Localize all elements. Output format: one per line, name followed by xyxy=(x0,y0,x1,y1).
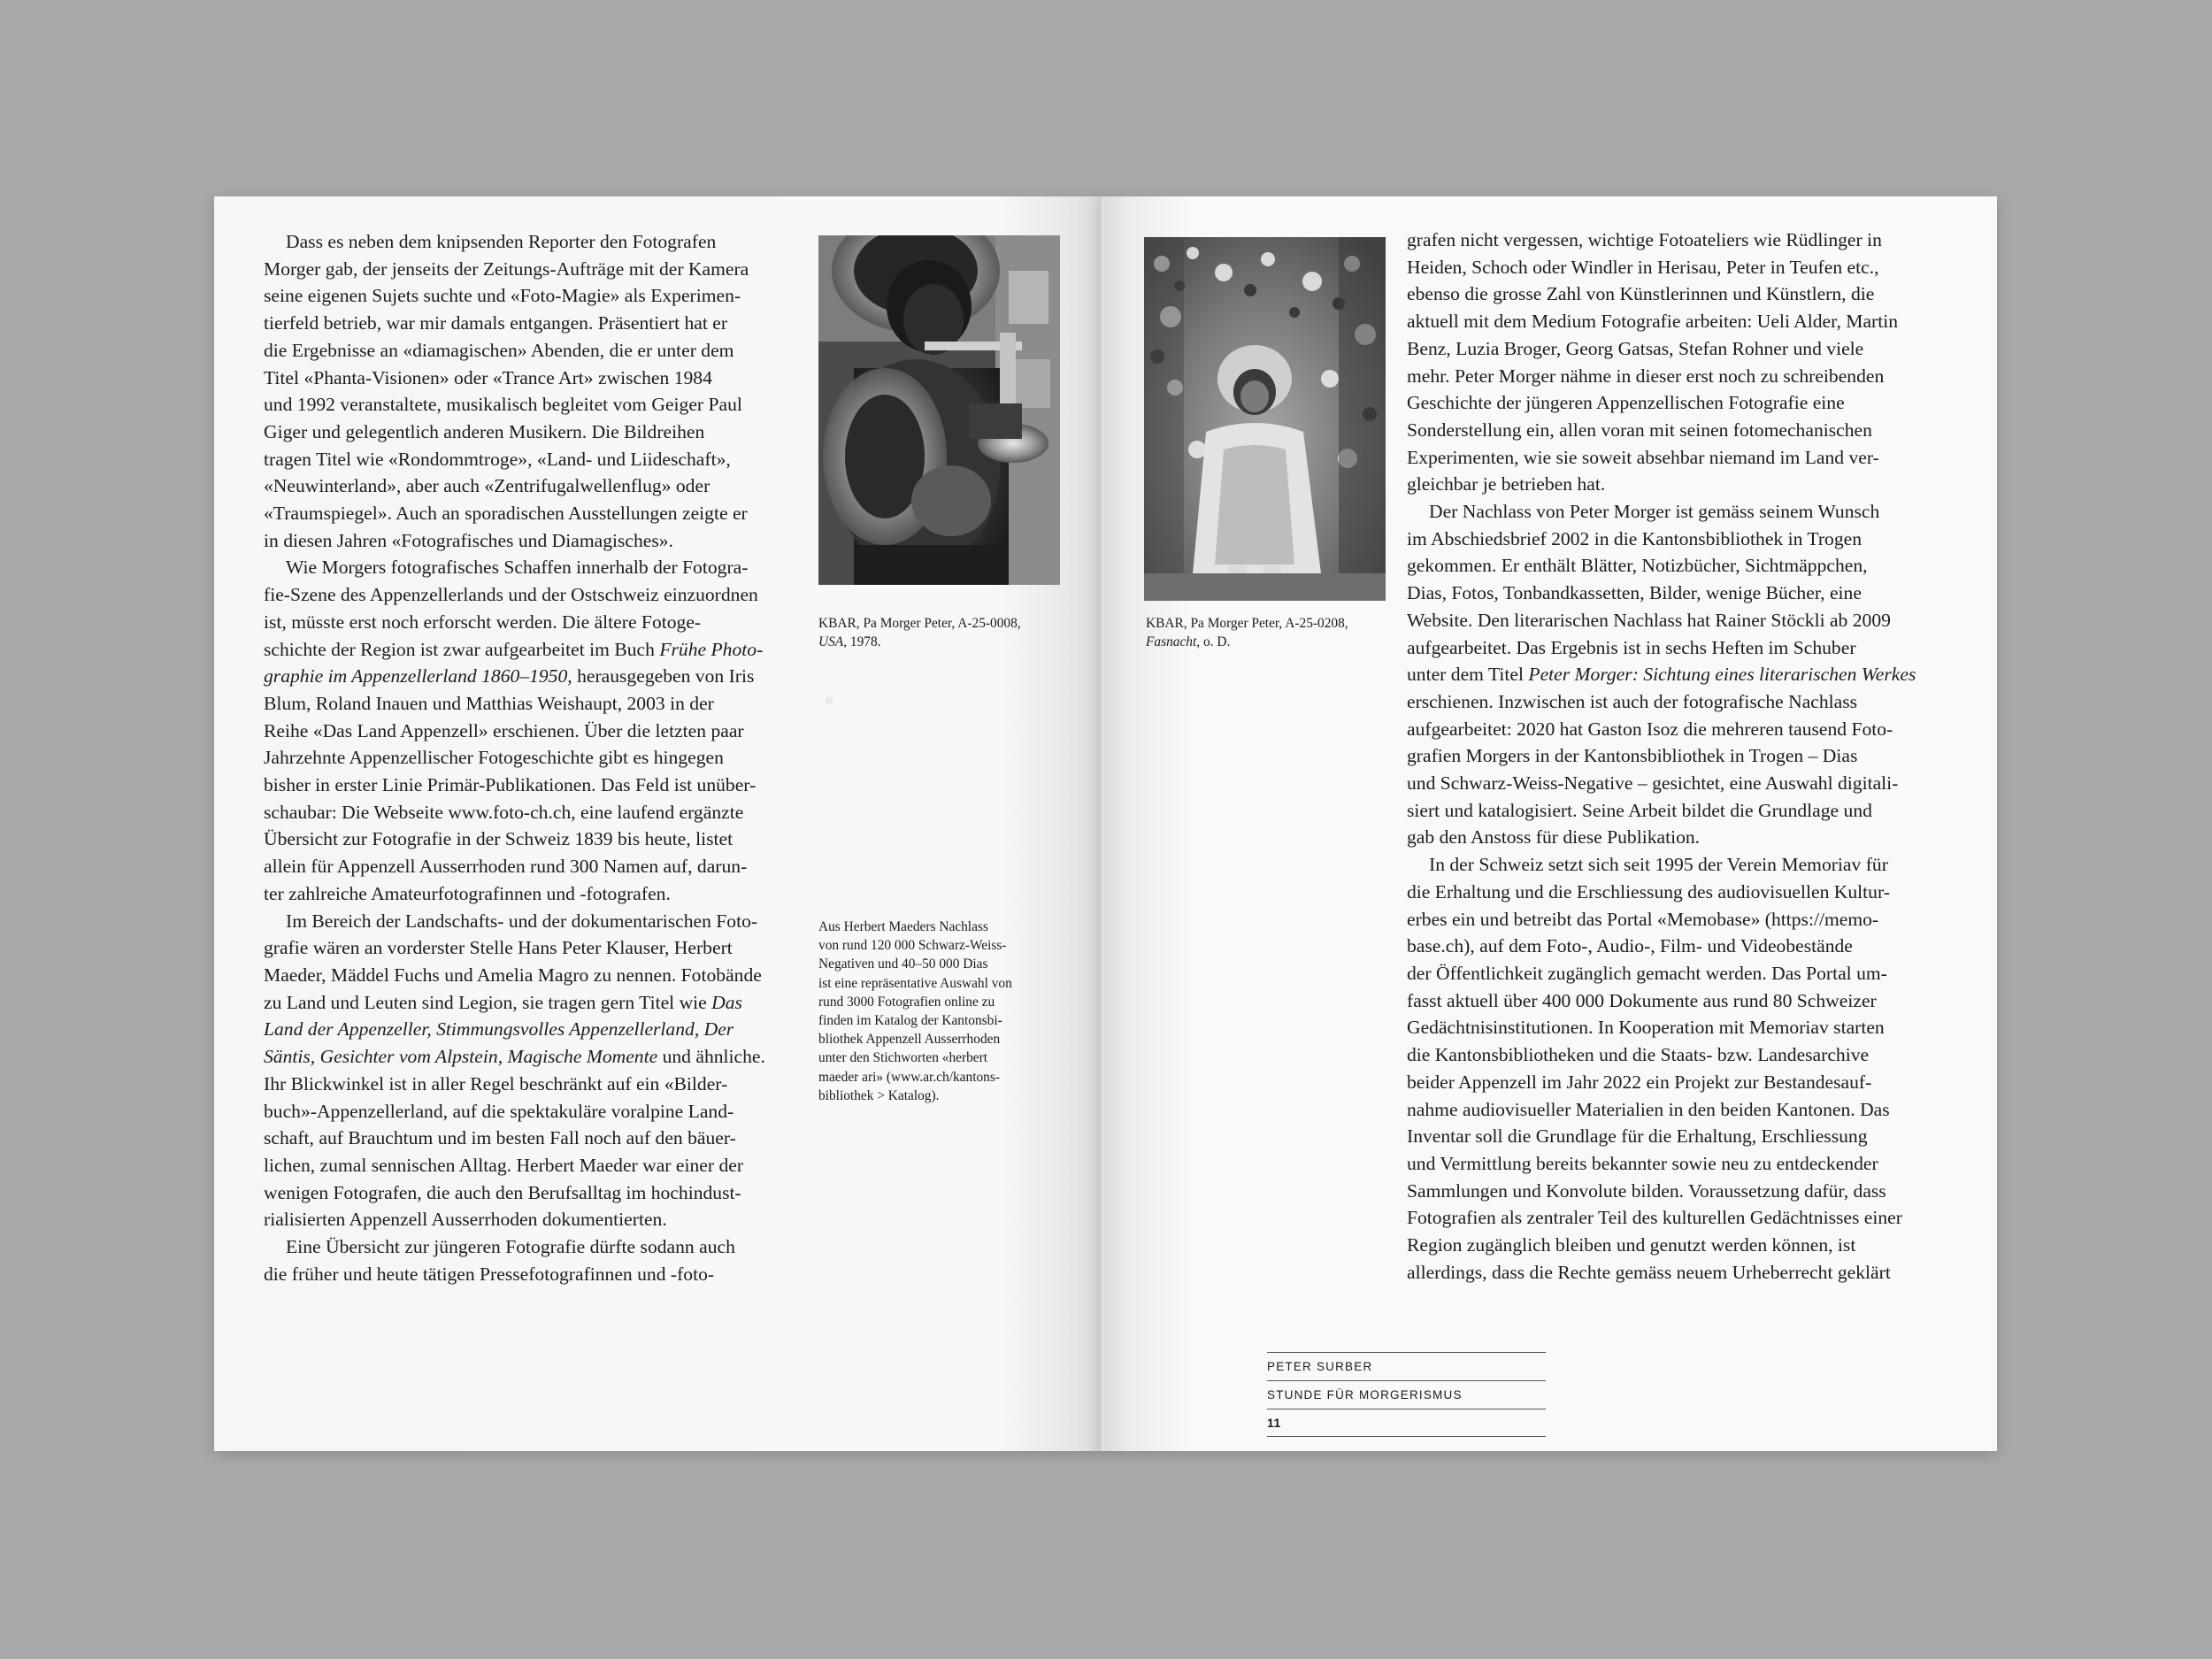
text-line xyxy=(264,744,765,772)
text-line xyxy=(264,609,765,636)
text-line xyxy=(1407,580,1916,607)
line-text: Der Nachlass von Peter Morger ist gemäss seinem Wunsch xyxy=(1429,501,1880,523)
text-line xyxy=(1407,742,1916,770)
line-text: gleichbar je betrieben hat. xyxy=(1407,473,1606,495)
line-text: und ähnliche. xyxy=(657,1046,765,1068)
line-text: seine eigenen Sujets suchte und «Foto-Magie» als Experimen- xyxy=(264,285,741,307)
line-text: bisher in erster Linie Primär-Publikationen. Das Feld ist unüber- xyxy=(264,774,757,796)
text-line xyxy=(1407,1014,1916,1041)
text-line xyxy=(264,826,765,853)
line-text: lichen, zumal sennischen Alltag. Herbert Maeder war einer der xyxy=(264,1154,744,1176)
line-text: Benz, Luzia Broger, Georg Gatsas, Stefan Rohner und viele xyxy=(1407,337,1864,359)
text-line xyxy=(1407,254,1916,281)
text-line xyxy=(1407,824,1916,851)
text-line xyxy=(1407,552,1916,580)
line-text: allein für Appenzell Ausserrhoden rund 300 Namen auf, darun- xyxy=(264,856,748,878)
text-line xyxy=(264,500,765,527)
text-line xyxy=(264,1152,765,1179)
text-line xyxy=(1407,363,1916,390)
fasnacht-photo xyxy=(1144,237,1386,601)
book-spread xyxy=(214,196,1997,1451)
line-text: In der Schweiz setzt sich seit 1995 der Verein Memoriav für xyxy=(1429,854,1888,876)
running-footer xyxy=(1267,1352,1546,1437)
text-line xyxy=(264,1179,765,1207)
text-line xyxy=(1407,960,1916,987)
line-text: «Neuwinterland», aber auch «Zentrifugalwellenflug» oder xyxy=(264,475,710,497)
side-note-line: bliothek Appenzell Ausserrhoden xyxy=(818,1032,1001,1048)
left-photo-caption xyxy=(818,614,1021,651)
left-body-text xyxy=(264,228,765,1287)
book-gutter xyxy=(1099,196,1104,1451)
line-text: aktuell mit dem Medium Fotografie arbeiten: Ueli Alder, Martin xyxy=(1407,311,1899,333)
line-text: base.ch), auf dem Foto-, Audio-, Film- und Videobestände xyxy=(1407,935,1853,957)
line-text: erschienen. Inzwischen ist auch der fotografische Nachlass xyxy=(1407,690,1858,712)
text-line xyxy=(1407,634,1916,662)
right-caption-title: Fasnacht xyxy=(1146,634,1197,650)
text-line xyxy=(1407,471,1916,498)
text-line xyxy=(1407,1123,1916,1150)
line-text: tragen Titel wie «Rondommtroge», «Land- und Liideschaft», xyxy=(264,448,731,470)
side-note-line: ist eine repräsentative Auswahl von xyxy=(818,975,1012,991)
text-line xyxy=(264,554,765,581)
left-caption-title: USA xyxy=(818,634,844,650)
line-text: Inventar soll die Grundlage für die Erhaltung, Erschliessung xyxy=(1407,1125,1868,1148)
text-line xyxy=(1407,688,1916,716)
line-text: nahme audiovisueller Materialien in den beiden Kantonen. Das xyxy=(1407,1098,1890,1120)
line-text: schaubar: Die Webseite www.foto-ch.ch, eine laufend ergänzte xyxy=(264,801,744,823)
page-number: 11 xyxy=(1267,1416,1281,1430)
left-caption-date: , 1978. xyxy=(843,634,881,650)
line-text: zu Land und Leuten sind Legion, sie tragen gern Titel wie xyxy=(264,991,712,1013)
line-text: Jahrzehnte Appenzellischer Fotogeschichte gibt es hingegen xyxy=(264,747,724,769)
right-body-text xyxy=(1407,227,1916,1286)
line-text: die früher und heute tätigen Pressefotografinnen und -foto- xyxy=(264,1263,715,1285)
text-line xyxy=(264,934,765,962)
text-line xyxy=(264,472,765,500)
text-line xyxy=(264,256,765,283)
line-text: Giger und gelegentlich anderen Musikern. Die Bildreihen xyxy=(264,420,705,442)
line-italic-title: Säntis, Gesichter vom Alpstein, Magische Momente xyxy=(264,1046,658,1068)
text-line xyxy=(1407,879,1916,906)
text-line xyxy=(264,310,765,337)
line-text: Heiden, Schoch oder Windler in Herisau, Peter in Teufen etc., xyxy=(1407,256,1879,278)
line-text: Wie Morgers fotografisches Schaffen innerhalb der Fotogra- xyxy=(286,557,749,579)
line-text: Geschichte der jüngeren Appenzellischen Fotografie eine xyxy=(1407,392,1845,414)
text-line xyxy=(264,282,765,310)
side-note xyxy=(818,918,1012,1105)
text-line xyxy=(1407,1150,1916,1178)
line-text: Dias, Fotos, Tonbandkassetten, Bilder, wenige Bücher, eine xyxy=(1407,582,1862,604)
text-line xyxy=(1407,1232,1916,1259)
text-line xyxy=(264,989,765,1017)
line-text: Ihr Blickwinkel ist in aller Regel beschränkt auf ein «Bilder- xyxy=(264,1072,728,1094)
text-line xyxy=(1407,770,1916,797)
text-line xyxy=(1407,1204,1916,1232)
text-line xyxy=(1407,498,1916,526)
line-text: unter dem Titel xyxy=(1407,664,1529,686)
show-through-text: ■ xyxy=(825,692,834,709)
text-line xyxy=(264,690,765,718)
line-text: aufgearbeitet. Das Ergebnis ist in sechs Heften im Schuber xyxy=(1407,636,1856,658)
line-text: Übersicht zur Fotografie in der Schweiz 1839 bis heute, listet xyxy=(264,828,733,850)
line-text: grafie wären an vorderster Stelle Hans Peter Klauser, Herbert xyxy=(264,937,733,959)
text-line xyxy=(264,1098,765,1125)
text-line xyxy=(264,1125,765,1152)
line-text: mehr. Peter Morger nähme in dieser erst noch zu schreibenden xyxy=(1407,365,1885,387)
text-line xyxy=(1407,308,1916,335)
line-italic-title: Peter Morger: Sichtung eines literarischen Werkes xyxy=(1528,664,1916,686)
line-text: schichte der Region ist zwar aufgearbeitet im Buch xyxy=(264,638,660,660)
right-caption-line1: KBAR, Pa Morger Peter, A-25-0208, xyxy=(1146,616,1348,631)
line-text: und 1992 veranstaltete, musikalisch begleitet vom Geiger Paul xyxy=(264,394,742,416)
side-note-line: Negativen und 40–50 000 Dias xyxy=(818,956,988,972)
line-italic-title: Das xyxy=(711,991,742,1013)
line-text: siert und katalogisiert. Seine Arbeit bildet die Grundlage und xyxy=(1407,799,1872,821)
line-text: grafien Morgers in der Kantonsbibliothek in Trogen – Dias xyxy=(1407,745,1858,767)
line-text: tierfeld betrieb, war mir damals entgangen. Präsentiert hat er xyxy=(264,312,728,334)
line-text: Morger gab, der jenseits der Zeitungs-Aufträge mit der Kamera xyxy=(264,257,749,280)
line-text: aufgearbeitet: 2020 hat Gaston Isoz die mehreren tausend Foto- xyxy=(1407,718,1893,740)
line-text: beider Appenzell im Jahr 2022 ein Projekt zur Bestandesauf- xyxy=(1407,1071,1872,1093)
text-line xyxy=(264,1233,765,1261)
line-text: buch»-Appenzellerland, auf die spektakuläre voralpine Land- xyxy=(264,1100,734,1122)
right-photo-caption xyxy=(1146,614,1348,651)
text-line xyxy=(1407,227,1916,254)
text-line xyxy=(264,365,765,392)
text-line xyxy=(264,1261,765,1288)
line-italic-title: graphie im Appenzellerland 1860–1950 xyxy=(264,665,568,687)
side-note-line: maeder ari» (www.ar.ch/kantons- xyxy=(818,1069,1000,1085)
text-line xyxy=(264,1016,765,1043)
footer-rule xyxy=(1267,1436,1546,1437)
text-line xyxy=(264,1206,765,1233)
line-text: Titel «Phanta-Visionen» oder «Trance Art» zwischen 1984 xyxy=(264,366,712,388)
line-text: Website. Den literarischen Nachlass hat Rainer Stöckli ab 2009 xyxy=(1407,609,1891,631)
text-line xyxy=(264,1043,765,1071)
text-line xyxy=(1407,661,1916,688)
text-line xyxy=(1407,987,1916,1015)
text-line xyxy=(264,636,765,664)
line-text: «Traumspiegel». Auch an sporadischen Ausstellungen zeigte er xyxy=(264,503,748,525)
line-text: fasst aktuell über 400 000 Dokumente aus rund 80 Schweizer xyxy=(1407,989,1877,1011)
line-text: grafen nicht vergessen, wichtige Fotoateliers wie Rüdlinger in xyxy=(1407,229,1882,250)
line-text: allerdings, dass die Rechte gemäss neuem Urheberrecht geklärt xyxy=(1407,1261,1891,1283)
line-text: die Kantonsbibliotheken und die Staats- bzw. Landesarchive xyxy=(1407,1044,1870,1066)
line-text: fie-Szene des Appenzellerlands und der Ostschweiz einzuordnen xyxy=(264,584,758,606)
text-line xyxy=(1407,906,1916,933)
line-text: erbes ein und betreibt das Portal «Memobase» (https://memo- xyxy=(1407,908,1879,930)
line-text: rialisierten Appenzell Ausserrhoden dokumentierten. xyxy=(264,1209,667,1231)
line-text: die Erhaltung und die Erschliessung des audiovisuellen Kultur- xyxy=(1407,880,1890,902)
line-text: in diesen Jahren «Fotografisches und Diamagisches». xyxy=(264,529,673,551)
line-text: Blum, Roland Inauen und Matthias Weishaupt, 2003 in der xyxy=(264,692,714,714)
text-line xyxy=(264,446,765,473)
text-line xyxy=(1407,1178,1916,1205)
text-line xyxy=(264,391,765,419)
text-line xyxy=(264,718,765,745)
footer-rule xyxy=(1267,1352,1546,1353)
text-line xyxy=(1407,716,1916,743)
text-line xyxy=(264,581,765,609)
side-note-line: bibliothek > Katalog). xyxy=(818,1087,940,1103)
text-line xyxy=(264,419,765,446)
line-text: Gedächtnisinstitutionen. In Kooperation mit Memoriav starten xyxy=(1407,1017,1885,1039)
text-line xyxy=(264,527,765,555)
footer-title: STUNDE FÜR MORGERISMUS xyxy=(1267,1388,1463,1402)
line-text: Sonderstellung ein, allen voran mit seinen fotomechanischen xyxy=(1407,419,1872,441)
text-line xyxy=(1407,933,1916,960)
line-text: wenigen Fotografen, die auch den Berufsalltag im hochindust- xyxy=(264,1181,741,1203)
line-text: Sammlungen und Konvolute bilden. Voraussetzung dafür, dass xyxy=(1407,1179,1886,1202)
line-text: die Ergebnisse an «diamagischen» Abenden, die er unter dem xyxy=(264,339,734,361)
text-line xyxy=(264,853,765,880)
text-line xyxy=(264,880,765,908)
text-line xyxy=(1407,1069,1916,1096)
line-text: Eine Übersicht zur jüngeren Fotografie dürfte sodann auch xyxy=(286,1236,735,1258)
footer-author: PETER SURBER xyxy=(1267,1360,1373,1373)
text-line xyxy=(264,663,765,690)
line-text: ter zahlreiche Amateurfotografinnen und -fotografen. xyxy=(264,882,671,904)
text-line xyxy=(264,962,765,989)
text-line xyxy=(1407,607,1916,634)
text-line xyxy=(1407,280,1916,308)
line-text: ebenso die grosse Zahl von Künstlerinnen und Künstlern, die xyxy=(1407,283,1875,305)
text-line xyxy=(264,908,765,935)
line-text: gab den Anstoss für diese Publikation. xyxy=(1407,826,1701,849)
text-line xyxy=(264,1071,765,1098)
text-line xyxy=(1407,851,1916,879)
text-line xyxy=(264,228,765,256)
line-text: Fotografien als zentraler Teil des kulturellen Gedächtnisses einer xyxy=(1407,1207,1902,1229)
text-line xyxy=(1407,1096,1916,1124)
side-note-line: unter den Stichworten «herbert xyxy=(818,1050,988,1066)
line-text: Experimenten, wie sie soweit absehbar niemand im Land ver- xyxy=(1407,446,1879,468)
text-line xyxy=(1407,526,1916,553)
text-line xyxy=(1407,417,1916,444)
line-text: und Schwarz-Weiss-Negative – gesichtet, eine Auswahl digitali- xyxy=(1407,772,1899,795)
line-text: gekommen. Er enthält Blätter, Notizbücher, Sichtmäppchen, xyxy=(1407,555,1868,577)
text-line xyxy=(264,337,765,365)
text-line xyxy=(1407,1259,1916,1286)
line-text: Maeder, Mäddel Fuchs und Amelia Magro zu nennen. Fotobände xyxy=(264,964,762,986)
text-line xyxy=(1407,444,1916,472)
line-text: schaft, auf Brauchtum und im besten Fall noch auf den bäuer- xyxy=(264,1127,736,1149)
line-text: und Vermittlung bereits bekannter sowie neu zu entdeckender xyxy=(1407,1152,1878,1174)
text-line xyxy=(1407,1041,1916,1069)
line-text: ist, müsste erst noch erforscht werden. Die ältere Fotoge- xyxy=(264,611,702,633)
text-line xyxy=(264,799,765,826)
line-text: Dass es neben dem knipsenden Reporter den Fotografen xyxy=(286,231,717,252)
side-note-line: von rund 120 000 Schwarz-Weiss- xyxy=(818,938,1007,954)
side-note-line: Aus Herbert Maeders Nachlass xyxy=(818,919,988,934)
right-caption-date: , o. D. xyxy=(1196,634,1231,650)
text-line xyxy=(264,772,765,799)
line-text: der Öffentlichkeit zugänglich gemacht werden. Das Portal um- xyxy=(1407,962,1887,984)
line-text: Region zugänglich bleiben und genutzt werden können, ist xyxy=(1407,1234,1856,1256)
line-text: , herausgegeben von Iris xyxy=(567,665,755,687)
line-text: Reihe «Das Land Appenzell» erschienen. Über die letzten paar xyxy=(264,719,744,741)
tuba-player-photo xyxy=(818,235,1060,585)
footer-rule xyxy=(1267,1380,1546,1381)
left-caption-line1: KBAR, Pa Morger Peter, A-25-0008, xyxy=(818,616,1021,631)
side-note-line: rund 3000 Fotografien online zu xyxy=(818,994,995,1010)
text-line xyxy=(1407,797,1916,825)
line-italic-title: Frühe Photo- xyxy=(659,638,764,660)
side-note-line: finden im Katalog der Kantonsbi- xyxy=(818,1013,1002,1029)
text-line xyxy=(1407,389,1916,417)
line-text: im Abschiedsbrief 2002 in die Kantonsbibliothek in Trogen xyxy=(1407,527,1863,549)
text-line xyxy=(1407,335,1916,363)
line-italic-title: Land der Appenzeller, Stimmungsvolles Appenzellerland, Der xyxy=(264,1018,734,1041)
line-text: Im Bereich der Landschafts- und der dokumentarischen Foto- xyxy=(286,910,758,932)
